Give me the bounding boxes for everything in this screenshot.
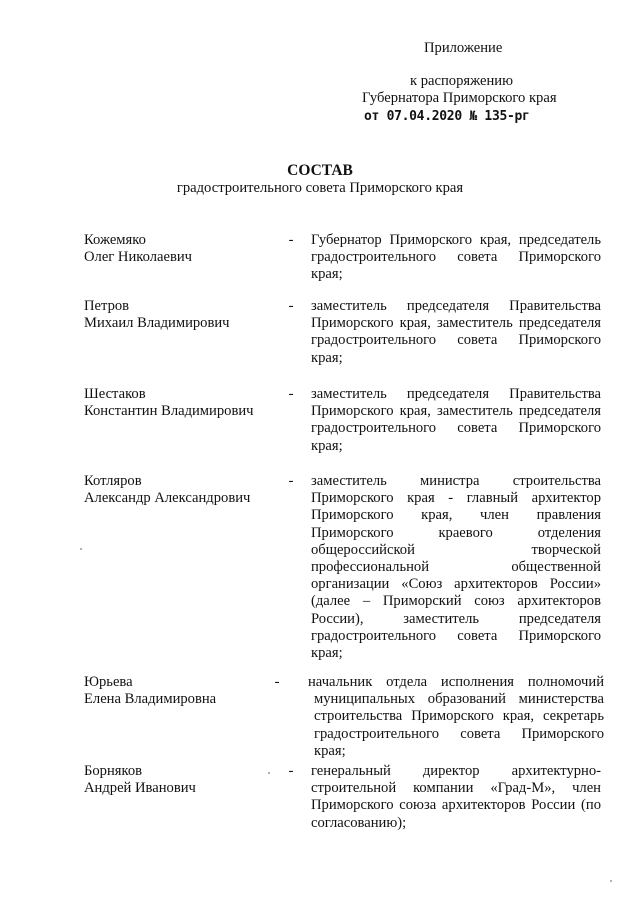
member-surname: Петров (84, 298, 130, 314)
annex-reference: к распоряжению (410, 73, 513, 90)
member-role: заместитель председателя Правительства Приморского края, заместитель председателя градостроительного совета Приморского края; (311, 386, 601, 454)
member-surname: Юрьева (84, 674, 133, 690)
member-dash: - (288, 298, 294, 314)
member-surname: Котляров (84, 473, 142, 489)
member-name (84, 386, 274, 420)
member-surname: Борняков (84, 763, 143, 779)
scan-speck (268, 772, 270, 774)
member-dash: - (288, 386, 294, 402)
member-name (84, 674, 274, 708)
member-given-names: Олег Николаевич (84, 249, 193, 266)
member-role: заместитель председателя Правительства Приморского края, заместитель председателя градостроительного совета Приморского края; (311, 298, 601, 366)
member-name (84, 763, 274, 797)
member-dash: - (288, 232, 294, 248)
member-name (84, 473, 274, 507)
document-subheading: градостроительного совета Приморского края (176, 180, 464, 196)
member-surname: Шестаков (84, 386, 146, 402)
member-given-names: Александр Александрович (84, 490, 251, 507)
member-given-names: Константин Владимирович (84, 403, 254, 420)
member-given-names: Михаил Владимирович (84, 315, 230, 332)
member-role: Губернатор Приморского края, председатель градостроительного совета Приморского края; (311, 232, 601, 283)
annex-date-number: от 07.04.2020 № 135-рг (364, 108, 530, 124)
annex-title: Приложение (424, 40, 503, 56)
member-given-names: Андрей Иванович (84, 780, 196, 797)
member-dash: - (288, 763, 294, 779)
member-name (84, 232, 274, 266)
member-role: заместитель министра строительства Приморского края - главный архитектор Приморского края, член правления Приморского краевого отделения общероссийской творческой профессиональной общественной организации «Союз архитекторов России» (далее – Приморский союз архитекторов России), заместитель председателя градостроительного совета Приморского края; (311, 473, 601, 662)
scan-speck (610, 880, 612, 882)
member-role: генеральный директор архитектурно-строительной компании «Град-М», член Приморского союза архитекторов России (по согласованию); (311, 763, 601, 831)
member-name (84, 298, 274, 332)
scan-speck (80, 548, 82, 550)
member-given-names: Елена Владимировна (84, 691, 217, 708)
document-heading: СОСТАВ (287, 162, 353, 179)
member-surname: Кожемяко (84, 232, 146, 248)
annex-authority: Губернатора Приморского края (362, 90, 557, 107)
member-role: начальник отдела исполнения полномочий муниципальных образований министерства строительства Приморского края, секретарь градостроительного совета Приморского края; (308, 674, 604, 759)
member-dash: - (274, 674, 280, 690)
member-dash: - (288, 473, 294, 489)
annex-block (362, 40, 602, 125)
